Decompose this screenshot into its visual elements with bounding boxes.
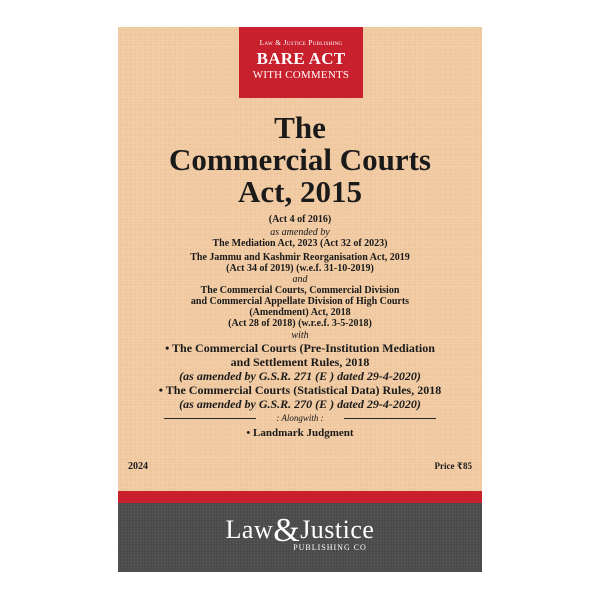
logo-law: Law: [225, 515, 274, 544]
as-amended-by: as amended by: [270, 227, 330, 238]
title-line-1: The: [274, 110, 326, 145]
with-label: with: [291, 330, 309, 341]
rules-1-line-3: (as amended by G.S.R. 271 (E ) dated 29-4-2020): [179, 369, 421, 383]
title-line-2: Commercial Courts: [168, 142, 431, 177]
bare-act-badge: [239, 27, 363, 98]
badge-publisher: Law & Justice Publishing: [259, 38, 343, 47]
price-label: Price ₹85: [434, 461, 472, 471]
and-label: and: [292, 274, 308, 285]
landmark-judgment: • Landmark Judgment: [246, 427, 354, 439]
jk-act-line-2: (Act 34 of 2019) (w.e.f. 31-10-2019): [226, 263, 374, 274]
title-line-3: Act, 2015: [238, 174, 362, 209]
book-cover: [118, 27, 482, 572]
cc-amendment-line-1: The Commercial Courts, Commercial Division: [200, 285, 400, 296]
badge-with-comments: WITH COMMENTS: [252, 69, 350, 81]
rules-1-line-1: • The Commercial Courts (Pre-Institution Mediation: [165, 341, 435, 355]
edition-year: 2024: [128, 461, 148, 472]
rules-2-line-2: (as amended by G.S.R. 270 (E ) dated 29-4-2020): [179, 397, 421, 411]
publisher-logo: [118, 512, 482, 552]
cc-amendment-line-2: and Commercial Appellate Division of High Courts: [190, 296, 410, 307]
jk-act-line-1: The Jammu and Kashmir Reorganisation Act, 2019: [190, 252, 410, 263]
badge-bare-act: BARE ACT: [256, 49, 346, 68]
rules-1-line-2: and Settlement Rules, 2018: [230, 355, 370, 369]
logo-justice: Justice: [300, 515, 375, 544]
rules-2-line-1: • The Commercial Courts (Statistical Data) Rules, 2018: [158, 383, 442, 397]
mediation-act: The Mediation Act, 2023 (Act 32 of 2023): [212, 238, 388, 249]
cc-amendment-line-4: (Act 28 of 2018) (w.r.e.f. 3-5-2018): [228, 318, 372, 329]
logo-ampersand: &: [273, 512, 301, 549]
red-band: [118, 491, 482, 503]
cc-amendment-line-3: (Amendment) Act, 2018: [249, 307, 351, 318]
act-number: (Act 4 of 2016): [268, 214, 332, 225]
alongwith-label: : Alongwith :: [276, 413, 324, 423]
divider-right: [344, 418, 436, 419]
logo-subtitle: PUBLISHING CO: [293, 543, 367, 552]
